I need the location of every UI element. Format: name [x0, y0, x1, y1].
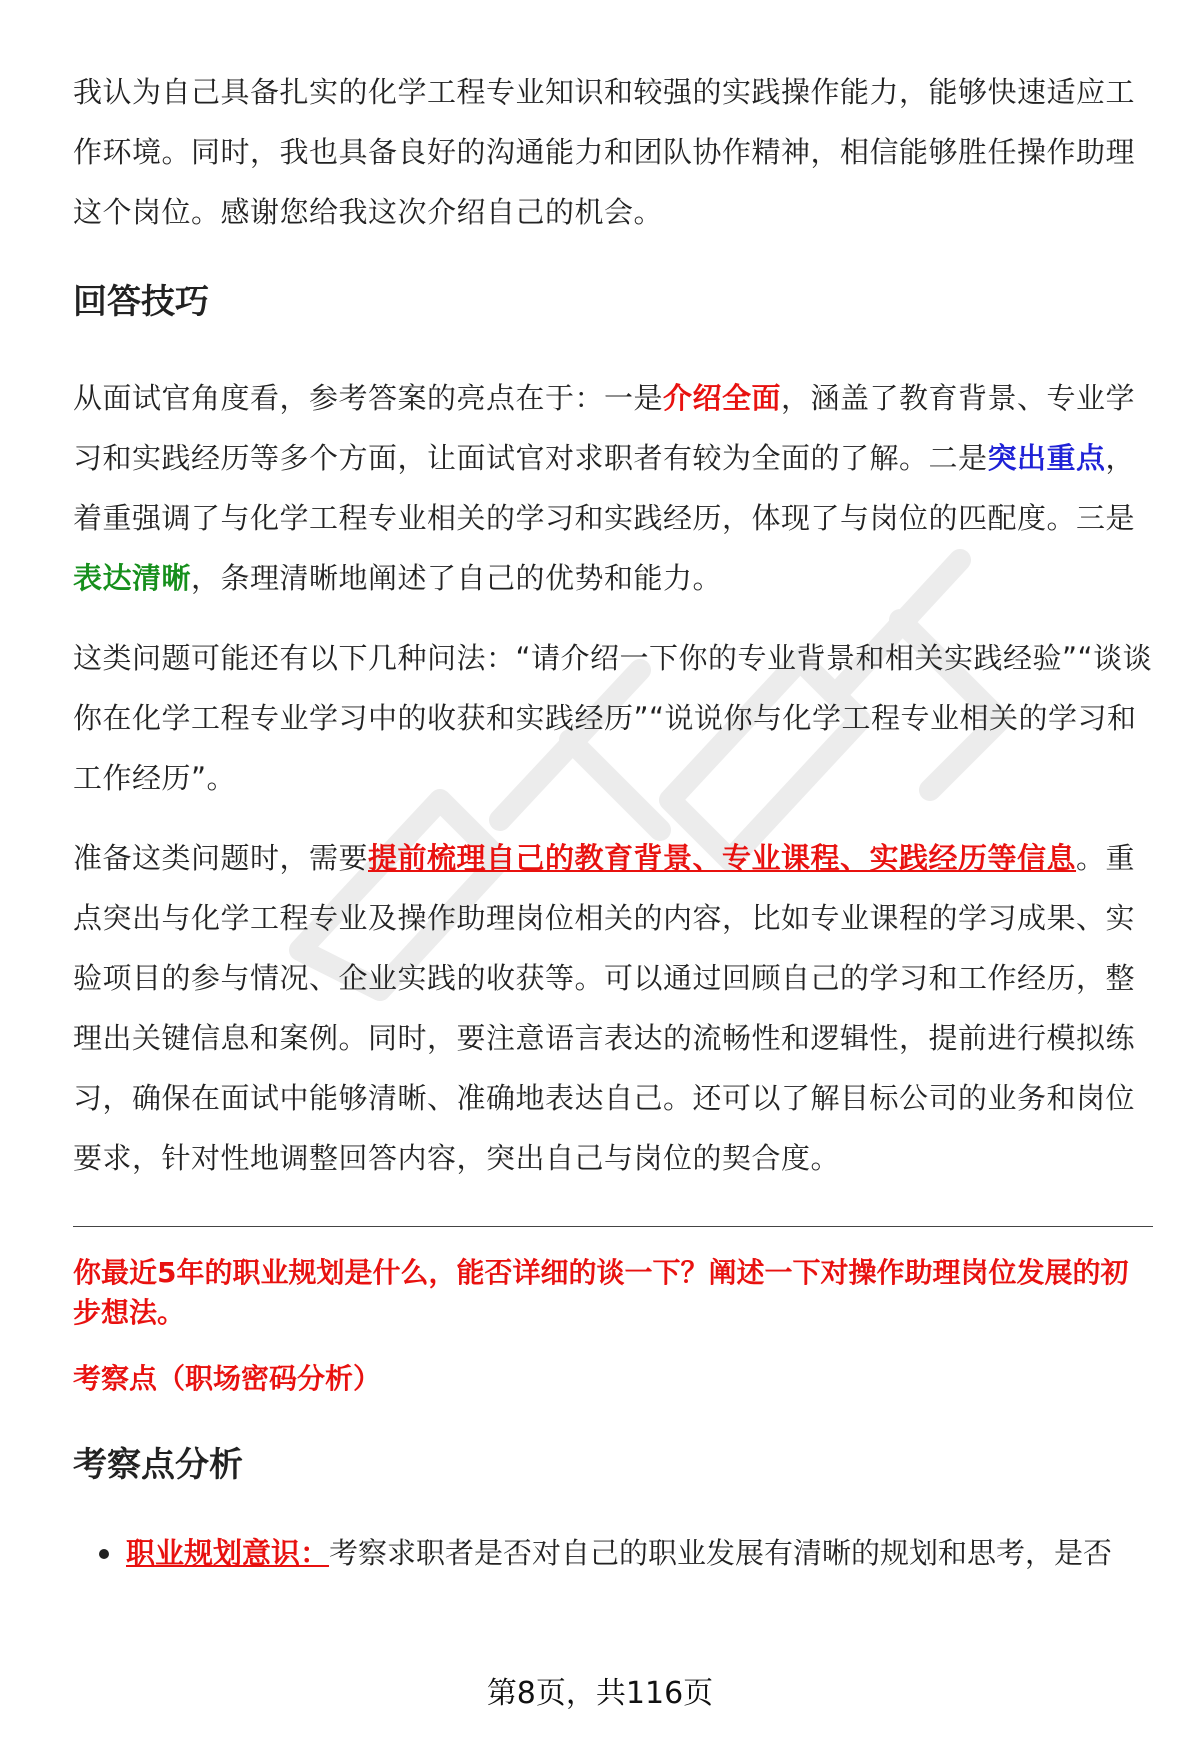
tips-text-3: ，着重强调了与化学工程专业相关的学习和实践经历，体现了与岗位的匹配度。三是: [73, 441, 1136, 535]
tips-text-2: ，涵盖了教育背景、专业学习和实践经历等多个方面，让面试官对求职者有较为全面的了解。二是: [73, 381, 1136, 475]
analysis-item-label: 职业规划意识：: [126, 1536, 330, 1570]
tips-paragraph: [73, 368, 1153, 608]
analysis-list: [73, 1523, 1153, 1583]
prep-text-1: 准备这类问题时，需要: [73, 841, 369, 875]
prep-highlight: 提前梳理自己的教育背景、专业课程、实践经历等信息: [368, 841, 1077, 875]
prep-paragraph: [73, 828, 1153, 1188]
section-divider: [73, 1226, 1153, 1227]
prep-text-2: 。重点突出与化学工程专业及操作助理岗位相关的内容，比如专业课程的学习成果、实验项目的参与情况、企业实践的收获等。可以通过回顾自己的学习和工作经历，整理出关键信息和案例。同时，要注意语言表达的流畅性和逻辑性，提前进行模拟练习，确保在面试中能够清晰、准确地表达自己。还可以了解目标公司的业务和岗位要求，针对性地调整回答内容，突出自己与岗位的契合度。: [73, 841, 1136, 1175]
highlight-clarity: 表达清晰: [73, 561, 192, 595]
tips-text-1: 从面试官角度看，参考答案的亮点在于：一是: [73, 381, 664, 415]
next-question: 你最近5年的职业规划是什么，能否详细的谈一下？阐述一下对操作助理岗位发展的初步想法。: [73, 1256, 1129, 1329]
tips-heading: 回答技巧: [73, 282, 209, 322]
bullet-icon: [99, 1549, 109, 1559]
highlight-comprehensive: 介绍全面: [663, 381, 782, 415]
analysis-heading: 考察点分析: [73, 1445, 243, 1485]
variants-paragraph: 这类问题可能还有以下几种问法：“请介绍一下你的专业背景和相关实践经验”“谈谈你在化学工程专业学习中的收获和实践经历”“说说你与化学工程专业相关的学习和工作经历”。: [73, 641, 1153, 795]
highlight-focus: 突出重点: [987, 441, 1106, 475]
intro-paragraph: 我认为自己具备扎实的化学工程专业知识和较强的实践操作能力，能够快速适应工作环境。同时，我也具备良好的沟通能力和团队协作精神，相信能够胜任操作助理这个岗位。感谢您给我这次介绍自己的机会。: [73, 75, 1136, 229]
analysis-item-text: 考察求职者是否对自己的职业发展有清晰的规划和思考，是否: [329, 1536, 1113, 1570]
tips-text-4: ，条理清晰地阐述了自己的优势和能力。: [191, 561, 723, 595]
document-page: [73, 62, 1153, 1583]
focus-label: 考察点（职场密码分析）: [73, 1362, 382, 1395]
list-item: [73, 1523, 1153, 1583]
page-footer: 第8页，共116页: [486, 1676, 714, 1711]
